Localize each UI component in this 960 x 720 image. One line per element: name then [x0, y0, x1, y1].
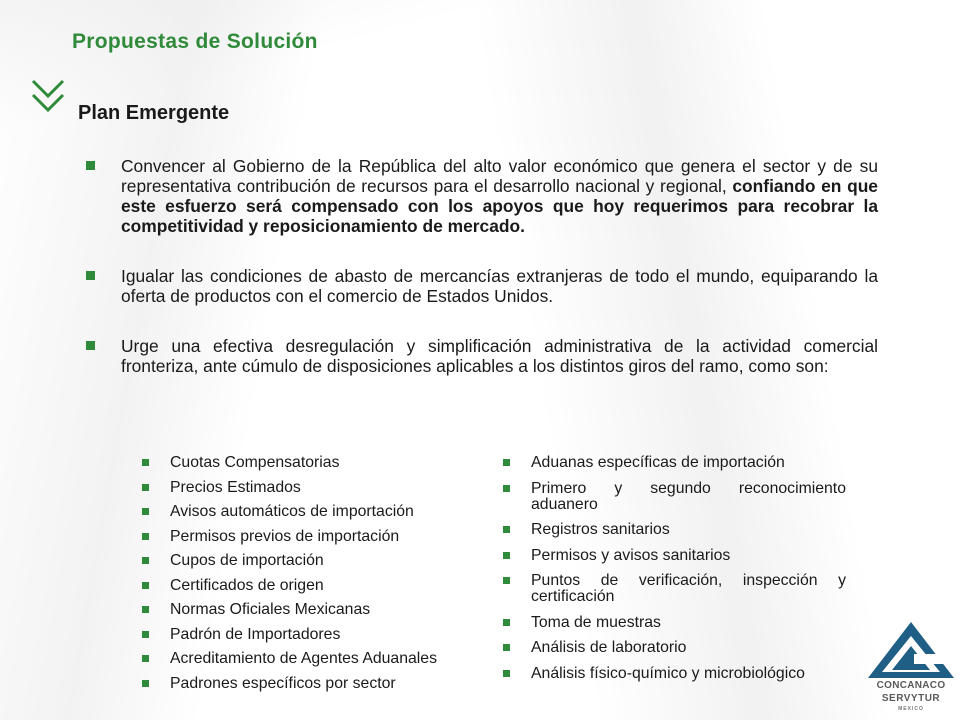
list-item — [142, 627, 462, 643]
bullet-text: Urge una efectiva desregulación y simplificación administrativa de la actividad comercial fronteriza, ante cúmulo de disposiciones aplicables a los distintos giros del ramo, como son: — [121, 336, 878, 376]
bullet-square-icon — [86, 161, 95, 170]
bullet-square-icon — [503, 644, 510, 651]
list-item-label: Análisis de laboratorio — [531, 639, 687, 656]
bullet-square-icon — [142, 533, 149, 540]
list-item — [503, 548, 846, 564]
bullet-square-icon — [503, 577, 510, 584]
bullet-square-icon — [142, 582, 149, 589]
list-item-label: Cuotas Compensatorias — [170, 454, 340, 471]
list-item-label: Cupos de importación — [170, 552, 324, 569]
concanaco-logo — [866, 620, 956, 716]
left-sub-list — [142, 455, 462, 700]
list-item-label: Certificados de origen — [170, 576, 324, 594]
list-item — [142, 651, 462, 667]
list-item — [142, 480, 462, 496]
list-item-label: Acreditamiento de Agentes Aduanales — [170, 650, 437, 667]
list-item — [503, 615, 846, 631]
bullet-square-icon — [503, 526, 510, 533]
main-bullet — [86, 266, 878, 306]
main-bullet — [86, 156, 878, 236]
list-item — [503, 640, 846, 656]
list-item-label: Puntos de verificación, inspección y certificación — [531, 572, 846, 605]
bullet-square-icon — [503, 619, 510, 626]
list-item-label: Padrones específicos por sector — [170, 674, 396, 692]
list-item-label: Análisis físico-químico y microbiológico — [531, 664, 805, 682]
bullet-square-icon — [142, 484, 149, 491]
bullet-square-icon — [86, 271, 95, 280]
logo-text-line3: MEXICO — [898, 706, 924, 712]
bullet-square-icon — [142, 680, 149, 687]
list-item-label: Aduanas específicas de importación — [531, 454, 785, 471]
logo-text-line1: CONCANACO — [876, 680, 946, 691]
bullet-square-icon — [142, 606, 149, 613]
list-item — [142, 602, 462, 618]
slide-title: Propuestas de Solución — [72, 30, 318, 53]
section-heading: Plan Emergente — [78, 102, 230, 124]
list-item-label: Avisos automáticos de importación — [170, 503, 414, 520]
list-item-label: Registros sanitarios — [531, 521, 670, 538]
bullet-text-bold: confiando en que este esfuerzo será compensado con los apoyos que hoy requerimos para recobrar la competitividad y reposicionamiento de mercado. — [121, 176, 878, 236]
list-item-label: Primero y segundo reconocimiento aduanero — [531, 479, 846, 513]
list-item — [503, 666, 846, 682]
bullet-square-icon — [503, 670, 510, 677]
list-item-label: Toma de muestras — [531, 613, 661, 631]
list-item-label: Precios Estimados — [170, 478, 301, 496]
bullet-text: Igualar las condiciones de abasto de mercancías extranjeras de todo el mundo, equiparando la oferta de productos con el comercio de Estados Unidos. — [121, 266, 878, 306]
list-item — [503, 455, 846, 471]
list-item — [503, 522, 846, 538]
bullet-text — [121, 156, 878, 236]
list-item-label: Permisos previos de importación — [170, 527, 400, 545]
logo-text-line2: SERVYTUR — [881, 693, 941, 704]
list-item — [142, 578, 462, 594]
main-bullet — [86, 336, 878, 376]
list-item-label: Normas Oficiales Mexicanas — [170, 601, 371, 618]
list-item — [142, 529, 462, 545]
list-item — [142, 553, 462, 569]
main-bullet-list — [86, 156, 878, 376]
bullet-square-icon — [142, 508, 149, 515]
bullet-square-icon — [142, 459, 149, 466]
bullet-text-regular: Convencer al Gobierno de la República del alto valor económico que genera el sector y de su representativa contribución de recursos para el desarrollo nacional y regional, — [121, 156, 878, 196]
list-item — [142, 504, 462, 520]
triangle-logo-icon — [866, 620, 956, 680]
list-item — [503, 481, 846, 513]
list-item — [142, 676, 462, 692]
list-item-label: Permisos y avisos sanitarios — [531, 546, 731, 564]
list-item — [503, 573, 846, 605]
list-item — [142, 455, 462, 471]
bullet-square-icon — [86, 341, 95, 350]
bullet-square-icon — [503, 459, 510, 466]
list-item-label: Padrón de Importadores — [170, 625, 341, 643]
bullet-square-icon — [142, 655, 149, 662]
bullet-square-icon — [503, 485, 510, 492]
bullet-square-icon — [142, 557, 149, 564]
double-chevron-down-icon — [30, 78, 66, 118]
bullet-square-icon — [142, 631, 149, 638]
bullet-square-icon — [503, 552, 510, 559]
right-sub-list — [503, 455, 846, 691]
